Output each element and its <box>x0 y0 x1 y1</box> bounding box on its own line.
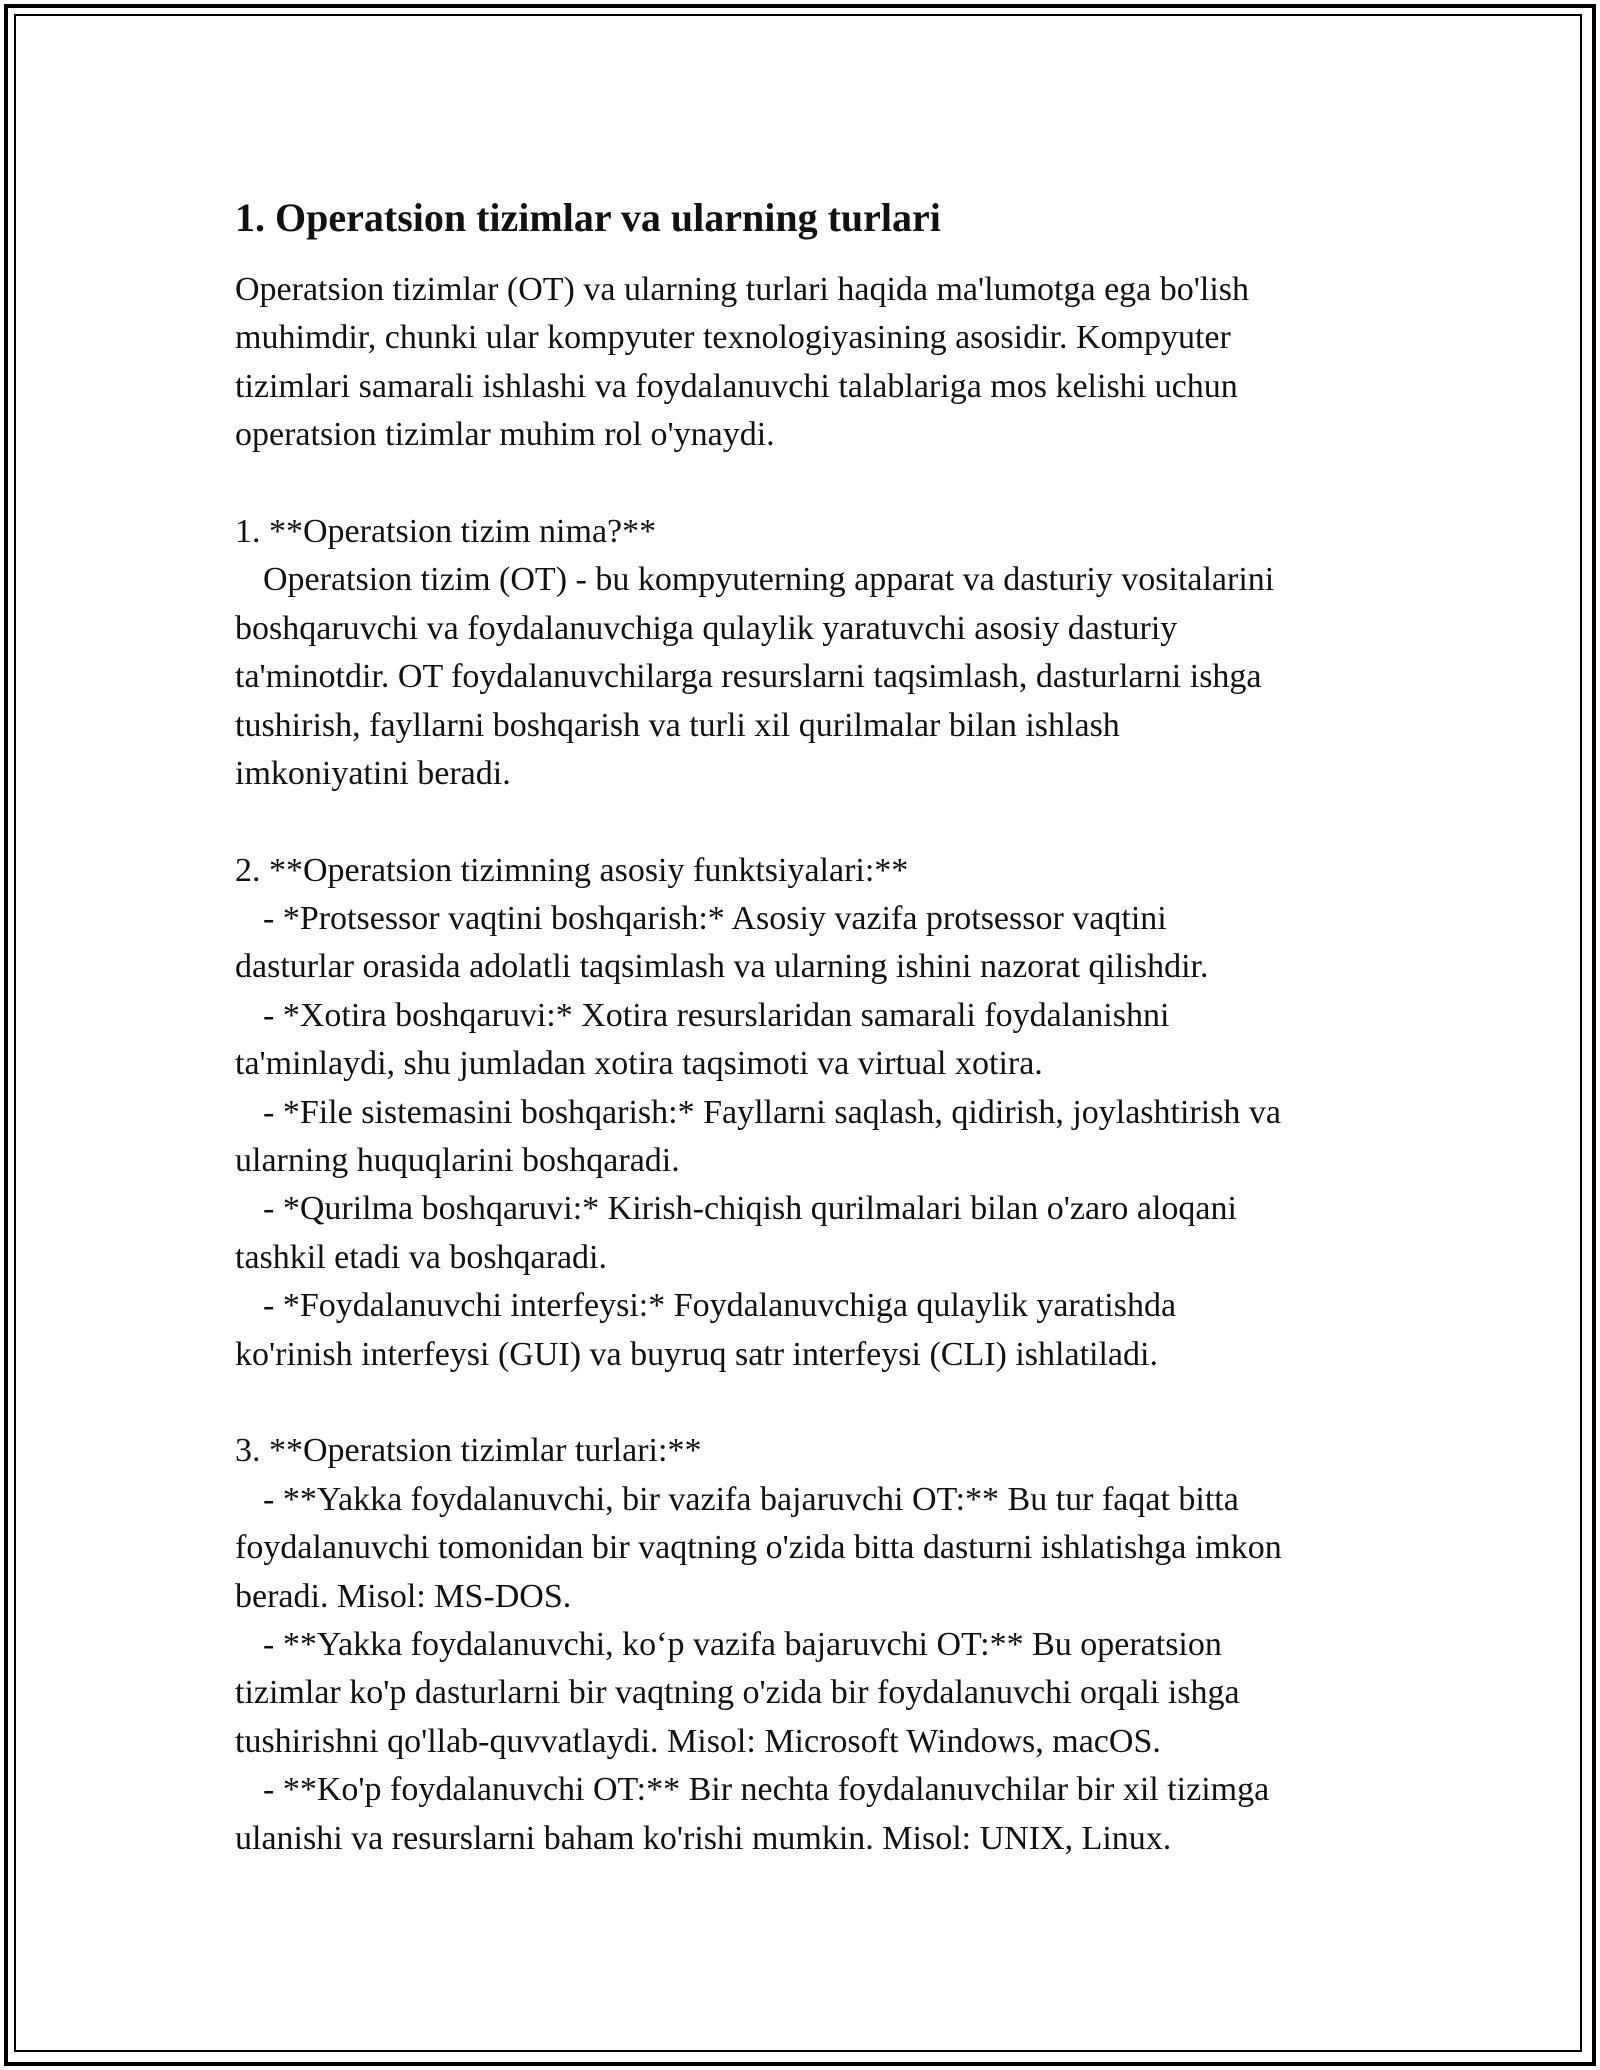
list-item: - **Ko'p foydalanuvchi OT:** Bir nechta foydalanuvchilar bir xil tizimga <box>263 1771 1270 1809</box>
paragraph-gap <box>235 1379 1395 1427</box>
intro-line: Operatsion tizimlar (OT) va ularning turlari haqida ma'lumotga ega bo'lish <box>235 271 1250 308</box>
list-item: - **Yakka foydalanuvchi, ko‘p vazifa bajaruvchi OT:** Bu operatsion <box>263 1625 1222 1663</box>
intro-paragraph <box>235 266 1395 460</box>
list-item-continuation: beradi. Misol: MS-DOS. <box>235 1577 572 1615</box>
document-body <box>235 180 1395 1863</box>
section-line: imkoniyatini beradi. <box>235 754 511 792</box>
list-item: - *Qurilma boshqaruvi:* Kirish-chiqish qurilmalari bilan o'zaro aloqani <box>263 1190 1237 1228</box>
paragraph-gap <box>235 460 1395 508</box>
list-item-continuation: ularning huquqlarini boshqaradi. <box>235 1142 680 1180</box>
intro-line: muhimdir, chunki ular kompyuter texnologiyasining asosidir. Kompyuter <box>235 319 1231 357</box>
section-os-types <box>235 1427 1395 1863</box>
section-what-is-os <box>235 508 1395 798</box>
list-item: - *File sistemasini boshqarish:* Fayllarni saqlash, qidirish, joylashtirish va <box>263 1093 1282 1131</box>
section-os-functions <box>235 847 1395 1379</box>
list-item-continuation: ta'minlaydi, shu jumladan xotira taqsimoti va virtual xotira. <box>235 1045 1043 1083</box>
section-heading: 1. **Operatsion tizim nima?** <box>235 512 657 550</box>
paragraph-gap <box>235 798 1395 846</box>
list-item-continuation: dasturlar orasida adolatli taqsimlash va ularning ishini nazorat qilishdir. <box>235 948 1209 986</box>
list-item-continuation: tizimlar ko'p dasturlarni bir vaqtning o'zida bir foydalanuvchi orqali ishga <box>235 1674 1240 1712</box>
section-line: boshqaruvchi va foydalanuvchiga qulaylik yaratuvchi asosiy dasturiy <box>235 609 1178 647</box>
list-item: - **Yakka foydalanuvchi, bir vazifa bajaruvchi OT:** Bu tur faqat bitta <box>263 1480 1239 1518</box>
section-line: tushirish, fayllarni boshqarish va turli xil qurilmalar bilan ishlash <box>235 706 1120 744</box>
list-item-continuation: ko'rinish interfeysi (GUI) va buyruq satr interfeysi (CLI) ishlatiladi. <box>235 1335 1158 1373</box>
list-item-continuation: ulanishi va resurslarni baham ko'rishi mumkin. Misol: UNIX, Linux. <box>235 1819 1172 1857</box>
section-line: Operatsion tizim (OT) - bu kompyuterning apparat va dasturiy vositalarini <box>263 561 1275 599</box>
intro-line: tizimlari samarali ishlashi va foydalanuvchi talablariga mos kelishi uchun <box>235 367 1238 405</box>
list-item-continuation: foydalanuvchi tomonidan bir vaqtning o'zida bitta dasturni ishlatishga imkon <box>235 1529 1282 1567</box>
list-item: - *Foydalanuvchi interfeysi:* Foydalanuvchiga qulaylik yaratishda <box>263 1287 1177 1325</box>
document-title: 1. Operatsion tizimlar va ularning turlari <box>235 195 941 240</box>
list-item: - *Xotira boshqaruvi:* Xotira resurslaridan samarali foydalanishni <box>263 996 1170 1034</box>
list-item-continuation: tushirishni qo'llab-quvvatlaydi. Misol: Microsoft Windows, macOS. <box>235 1722 1161 1760</box>
list-item: - *Protsessor vaqtini boshqarish:* Asosiy vazifa protsessor vaqtini <box>263 900 1167 938</box>
intro-line: operatsion tizimlar muhim rol o'ynaydi. <box>235 416 775 454</box>
section-line: ta'minotdir. OT foydalanuvchilarga resurslarni taqsimlash, dasturlarni ishga <box>235 658 1262 696</box>
section-heading: 2. **Operatsion tizimning asosiy funktsiyalari:** <box>235 851 909 889</box>
section-heading: 3. **Operatsion tizimlar turlari:** <box>235 1432 702 1470</box>
list-item-continuation: tashkil etadi va boshqaradi. <box>235 1238 608 1276</box>
